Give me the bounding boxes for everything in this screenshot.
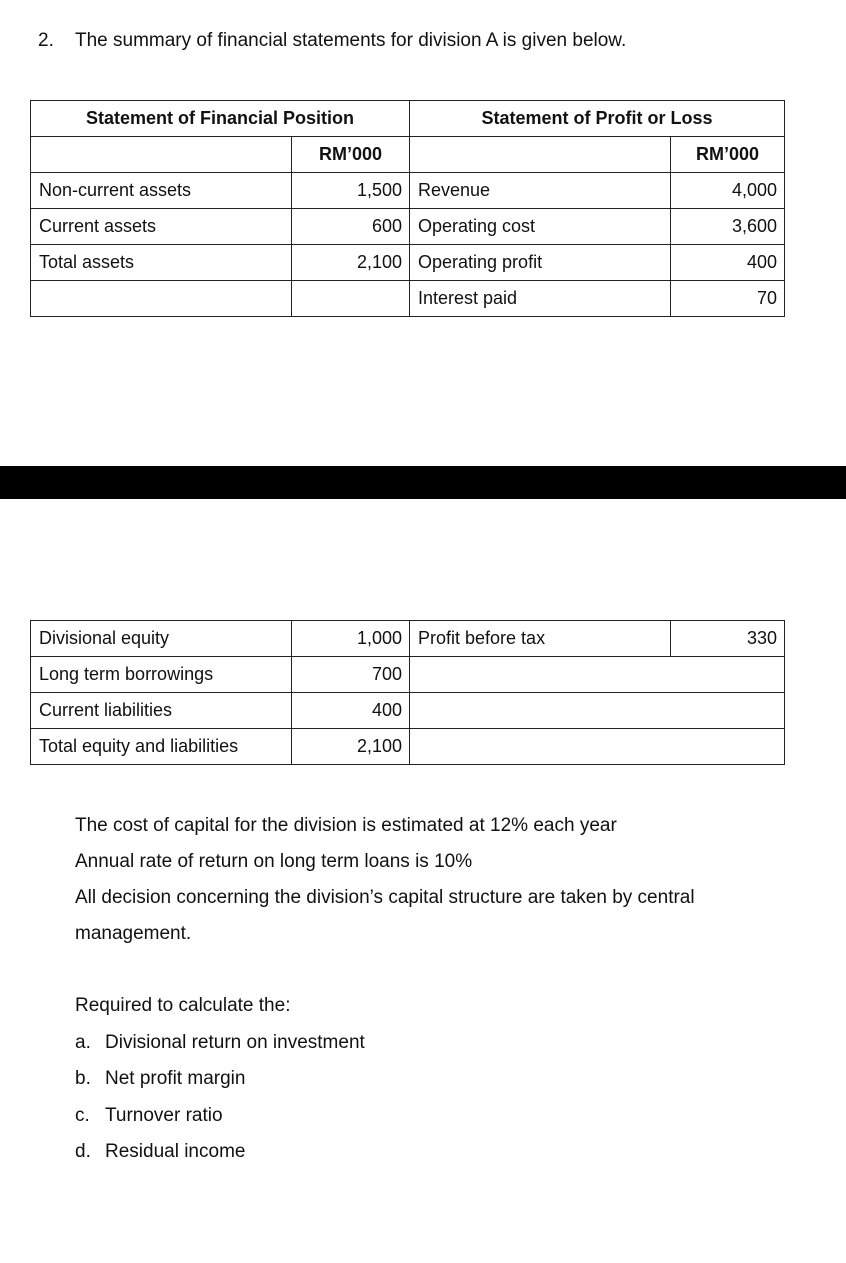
unit-row — [31, 137, 785, 173]
row-label-left: Long term borrowings — [31, 657, 292, 693]
question-number: 2. — [38, 30, 54, 51]
empty-cell — [410, 137, 671, 173]
empty-cell — [410, 657, 785, 693]
row-label-left: Non-current assets — [31, 173, 292, 209]
empty-cell — [31, 137, 292, 173]
list-item — [75, 1061, 775, 1098]
table-row — [31, 657, 785, 693]
unit-left: RM’000 — [292, 137, 410, 173]
row-label-left: Current liabilities — [31, 693, 292, 729]
required-section — [75, 988, 775, 1171]
profit-or-loss-header: Statement of Profit or Loss — [410, 101, 785, 137]
list-marker: a. — [75, 1031, 91, 1053]
row-value-left: 700 — [292, 657, 410, 693]
row-label-left: Total equity and liabilities — [31, 729, 292, 765]
row-label-right: Operating profit — [410, 245, 671, 281]
notes-section — [75, 808, 775, 952]
row-value-left: 400 — [292, 693, 410, 729]
row-value-left: 600 — [292, 209, 410, 245]
row-value-right: 400 — [671, 245, 785, 281]
capital-structure-note: All decision concerning the division’s capital structure are taken by central management. — [75, 887, 695, 944]
list-item-text: Residual income — [105, 1141, 246, 1162]
row-value-right: 4,000 — [671, 173, 785, 209]
row-label-left: Current assets — [31, 209, 292, 245]
table-row — [31, 693, 785, 729]
empty-cell — [410, 729, 785, 765]
empty-cell — [410, 693, 785, 729]
required-list — [75, 1025, 775, 1171]
row-value-right: 70 — [671, 281, 785, 317]
table-row — [31, 173, 785, 209]
list-item-text: Divisional return on investment — [105, 1031, 365, 1053]
table-row — [31, 729, 785, 765]
list-item — [75, 1134, 775, 1171]
row-label-right: Profit before tax — [410, 621, 671, 657]
financial-position-header: Statement of Financial Position — [31, 101, 410, 137]
row-label-right: Interest paid — [410, 281, 671, 317]
row-value-left: 2,100 — [292, 729, 410, 765]
header-row — [31, 101, 785, 137]
row-value-left — [292, 281, 410, 317]
question-text: The summary of financial statements for division A is given below. — [75, 30, 627, 51]
financial-summary-table-top — [30, 100, 785, 317]
row-value-right: 330 — [671, 621, 785, 657]
table-row — [31, 621, 785, 657]
row-label-right: Revenue — [410, 173, 671, 209]
list-item — [75, 1025, 775, 1062]
cost-of-capital-note: The cost of capital for the division is estimated at 12% each year — [75, 815, 617, 836]
row-label-right: Operating cost — [410, 209, 671, 245]
unit-right: RM’000 — [671, 137, 785, 173]
list-item-text: Turnover ratio — [105, 1104, 223, 1126]
list-marker: c. — [75, 1104, 90, 1126]
table-row — [31, 281, 785, 317]
row-label-left: Total assets — [31, 245, 292, 281]
list-marker: b. — [75, 1068, 91, 1089]
row-value-left: 1,000 — [292, 621, 410, 657]
list-marker: d. — [75, 1141, 91, 1162]
table-row — [31, 245, 785, 281]
loan-return-note: Annual rate of return on long term loans is 10% — [75, 851, 473, 872]
row-value-left: 1,500 — [292, 173, 410, 209]
row-label-left: Divisional equity — [31, 621, 292, 657]
redaction-bar — [0, 466, 846, 499]
row-label-left — [31, 281, 292, 317]
question-heading — [38, 28, 626, 54]
row-value-left: 2,100 — [292, 245, 410, 281]
financial-summary-table-bottom — [30, 620, 785, 765]
required-intro: Required to calculate the: — [75, 995, 291, 1016]
list-item-text: Net profit margin — [105, 1068, 246, 1089]
table-row — [31, 209, 785, 245]
list-item — [75, 1098, 775, 1135]
row-value-right: 3,600 — [671, 209, 785, 245]
